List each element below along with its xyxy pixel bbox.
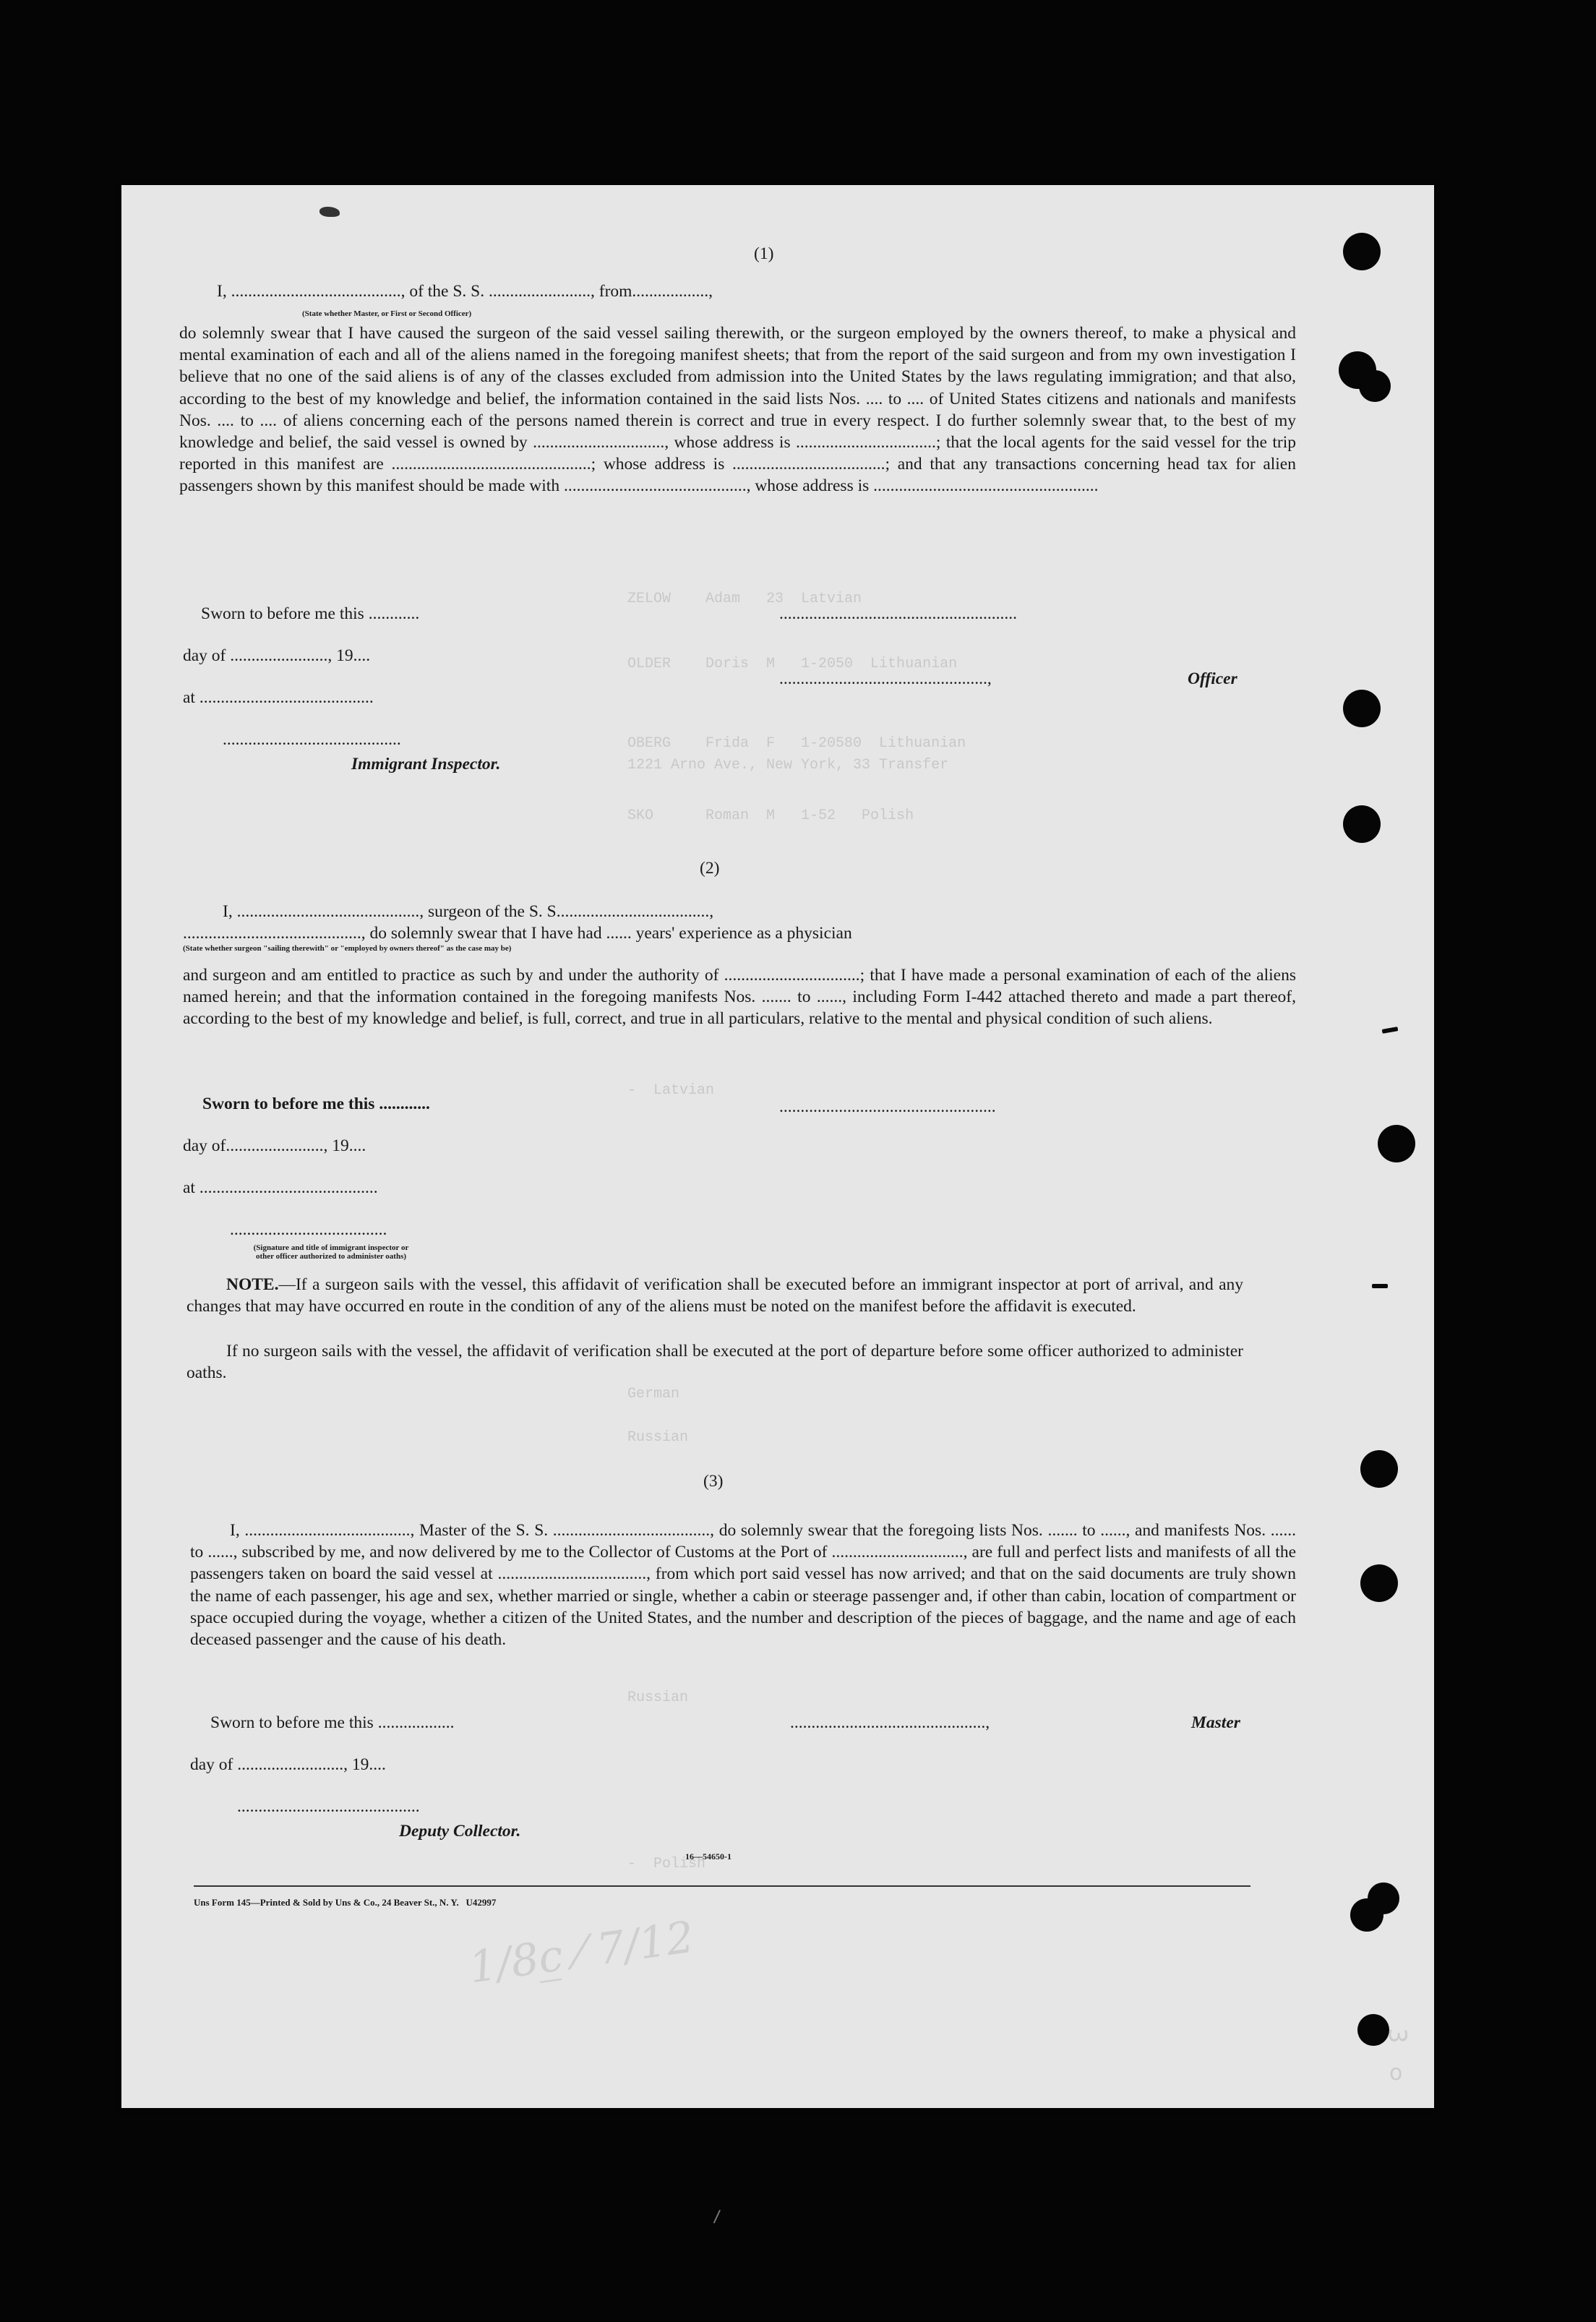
punch-hole <box>1343 233 1381 270</box>
note-label: NOTE. <box>226 1275 279 1294</box>
punch-hole <box>1378 1125 1415 1162</box>
section-1-right-dots: ........................................................ <box>779 604 1017 623</box>
bleed-line: OBERG Frida F 1-20580 Lithuanian <box>627 735 966 752</box>
section-3-body: I, ......................................., Master of the S. S. ....................................., do solemnly swear that the foregoing lists Nos. ....... to ......, and manifests Nos. ...... to ......, subscribed by me, and now delivered by me to the Collector of Customs at the Port of ..............................., are full and perfect lists and manifests of all the passengers taken on board the said vessel at ..................................., from which port said vessel has now arrived; and that on the said documents are truly shown the name of each passenger, his age and sex, whether married or single, whether a cabin or steerage passenger and, if other than cabin, location of compartment or space occupied during the voyage, whether a citizen of the United States, and the number and description of the pieces of baggage, and the name and age of each deceased passenger and the cause of his death. <box>190 1521 1296 1650</box>
bleed-line: SKO Roman M 1-52 Polish <box>627 807 914 824</box>
section-3-sworn: Sworn to before me this .................. <box>210 1713 455 1732</box>
bleed-line: ZELOW Adam 23 Latvian <box>627 591 862 607</box>
section-2-number: (2) <box>700 859 720 878</box>
punch-hole <box>1360 1564 1398 1602</box>
punch-hole <box>1360 1450 1398 1488</box>
bleed-line: German <box>627 1386 680 1402</box>
ink-mark <box>319 207 340 217</box>
note-paragraph-2: If no surgeon sails with the vessel, the affidavit of verification shall be executed at the port of departure before some officer authorized to administer oaths. <box>186 1342 1243 1383</box>
manifest-page <box>121 185 1434 2108</box>
section-2-note: (State whether surgeon "sailing therewith" or "employed by owners thereof" as the case may be) <box>183 944 512 953</box>
section-1-note: (State whether Master, or First or Second Officer) <box>302 309 472 318</box>
note-body: —If a surgeon sails with the vessel, this affidavit of verification shall be executed before an immigrant inspector at port of arrival, and any changes that may have occurred en route in the condition of any of the aliens must be noted on the manifest before the affidavit is executed. <box>186 1275 1243 1316</box>
master-label: Master <box>1191 1713 1240 1732</box>
section-2-line1: I, ..........................................., surgeon of the S. S...................................., <box>223 902 714 921</box>
section-1-day: day of ......................., 19.... <box>183 646 371 665</box>
officer-signature-dots: ................................................., <box>779 669 996 688</box>
officer-label: Officer <box>1188 669 1237 688</box>
footer-rule <box>194 1885 1250 1887</box>
deputy-collector-label: Deputy Collector. <box>399 1822 521 1841</box>
section-1-at: at ......................................... <box>183 688 374 707</box>
bleed-line: OLDER Doris M 1-2050 Lithuanian <box>627 656 958 672</box>
section-1-number: (1) <box>754 244 774 263</box>
section-1-body: do solemnly swear that I have caused the surgeon of the said vessel sailing therewith, or the surgeon employed by the owners thereof, to make a physical and mental examination of each and all of the aliens named in the foregoing manifest sheets; that from the report of the said surgeon and from my own investigation I believe that no one of the said aliens is of any of the classes excluded from admission into the United States by the laws regulating immigration; and that also, according to the best of my knowledge and belief, the information contained in the said lists Nos. .... to .... of United States citizens and nationals and manifests Nos. .... to .... of aliens concerning each of the persons named therein is correct and true in every respect. I do further solemnly swear that, to the best of my knowledge and belief, the said vessel is owned by ..............................., whose address is .................................; that the local agents for the said vessel for the trip reported in this manifest are ...............................................; whose address is ....................................; and that any transactions concerning head tax for alien passengers shown by this manifest should be made with ..........................................., whose address is ..................................................... <box>179 324 1296 496</box>
faint-handwriting: 1/8c̲ ⁄ 7/12 <box>466 1911 698 1994</box>
section-2-sworn: Sworn to before me this ............ <box>202 1094 430 1113</box>
bleed-line: Russian <box>627 1429 689 1446</box>
footer-printer-line: Uns Form 145—Printed & Sold by Uns & Co., 24 Beaver St., N. Y. U42997 <box>194 1897 497 1908</box>
form-code: 16—54650-1 <box>685 1851 732 1862</box>
section-2-line2: .........................................., do solemnly swear that I have had ...... years' experience as a physician <box>183 924 852 943</box>
bleed-line: - Latvian <box>627 1082 715 1099</box>
bleed-line: - Polish <box>627 1856 706 1872</box>
punch-hole <box>1343 805 1381 843</box>
section-2-sig-note: (Signature and title of immigrant inspector or other officer authorized to administer oaths) <box>253 1243 409 1261</box>
section-2-at: at .......................................... <box>183 1178 378 1197</box>
punch-hole <box>1368 1882 1399 1914</box>
section-1-sworn: Sworn to before me this ............ <box>201 604 420 623</box>
section-1-line1: I, ........................................, of the S. S. ........................, from.................., <box>217 282 713 301</box>
section-2-body: and surgeon and am entitled to practice as such by and under the authority of ................................; that I have made a personal examination of each of the aliens named herein; and that the information contained in the foregoing manifests Nos. ....... to ......, including Form I-442 attached thereto and made a part thereof, according to the best of my knowledge and belief, is full, correct, and true in all particulars, relative to the mental and physical condition of such aliens. <box>183 966 1296 1029</box>
scan-artifact <box>713 2210 733 2229</box>
edge-mark <box>1372 1284 1388 1288</box>
note-paragraph <box>186 1274 1243 1317</box>
handwritten-mark: 3 <box>1382 2028 1412 2044</box>
section-2-right-dots: ................................................... <box>779 1097 996 1116</box>
punch-hole <box>1359 370 1391 402</box>
section-1-sigline: .......................................... <box>223 730 401 749</box>
punch-hole <box>1343 690 1381 727</box>
handwritten-mark: o <box>1389 2060 1403 2086</box>
master-signature-dots: .............................................., <box>790 1713 994 1732</box>
section-3-day: day of ........................., 19.... <box>190 1755 386 1774</box>
section-2-day: day of......................., 19.... <box>183 1136 366 1155</box>
section-3-number: (3) <box>703 1472 724 1491</box>
section-3-sigline: ........................................... <box>237 1797 420 1816</box>
bleed-line: 1221 Arno Ave., New York, 33 Transfer <box>627 757 949 774</box>
bleed-line: Russian <box>627 1689 689 1706</box>
section-2-sigline: ..................................... <box>230 1220 387 1239</box>
edge-mark <box>1382 1027 1399 1034</box>
immigrant-inspector-label: Immigrant Inspector. <box>351 755 501 774</box>
